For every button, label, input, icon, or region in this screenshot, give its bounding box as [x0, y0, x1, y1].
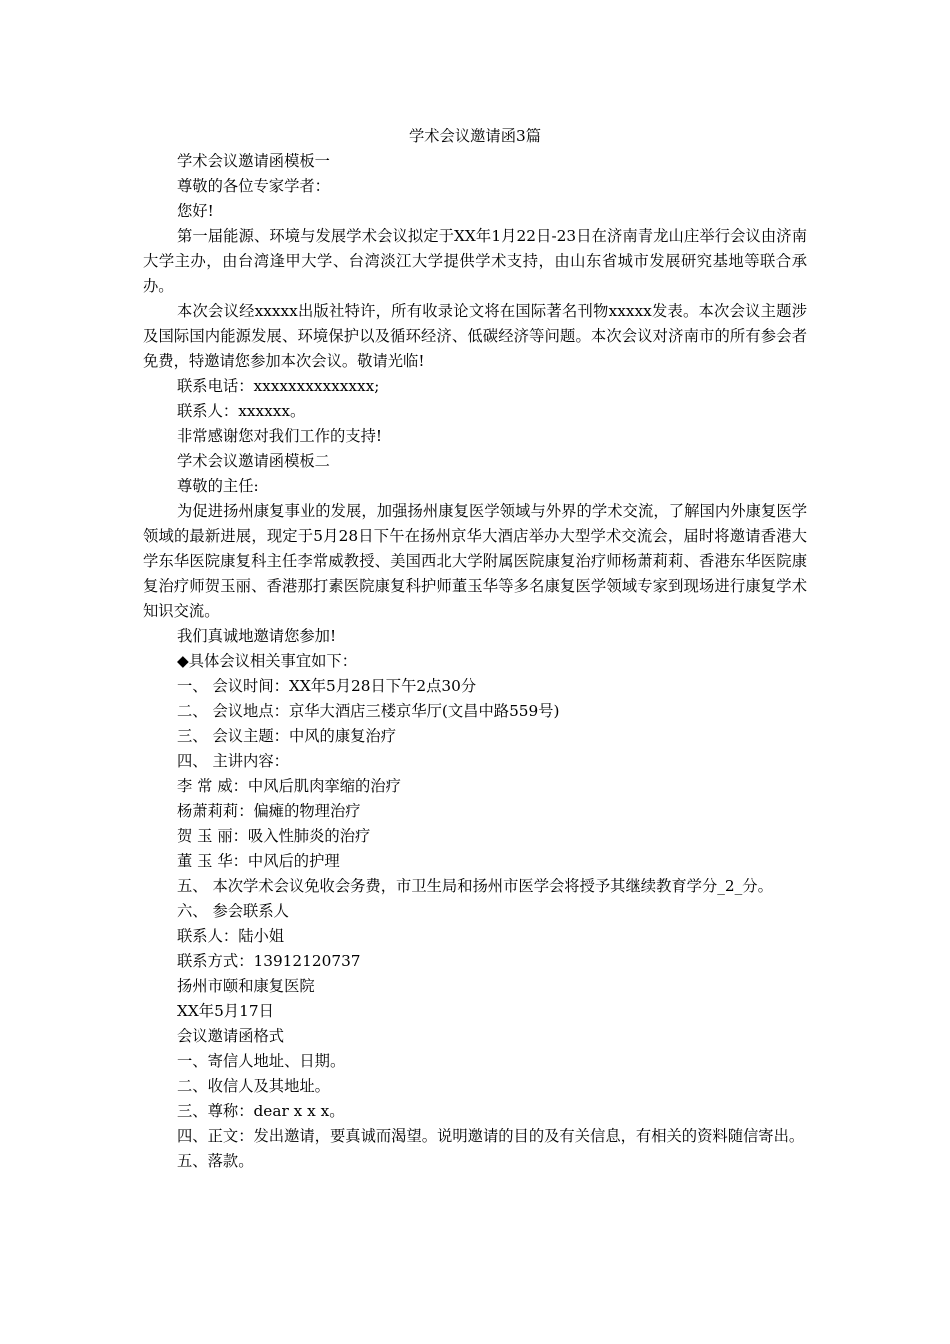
format-item-recipient: 二、收信人及其地址。	[177, 1077, 330, 1095]
document-body	[143, 124, 807, 1174]
contact-phone: 联系电话：xxxxxxxxxxxxxx;	[177, 377, 380, 395]
item-contact-heading: 六、 参会联系人	[177, 902, 289, 920]
item-time: 一、 会议时间：XX年5月28日下午2点30分	[177, 677, 477, 695]
salutation-director: 尊敬的主任:	[177, 477, 259, 495]
salutation-experts: 尊敬的各位专家学者：	[177, 177, 330, 195]
format-item-sender: 一、寄信人地址、日期。	[177, 1052, 346, 1070]
contact-person: 联系人：xxxxxx。	[177, 402, 306, 420]
format-item-salutation: 三、尊称：dear x x x。	[177, 1102, 345, 1120]
contact-name: 联系人：陆小姐	[177, 927, 285, 945]
greeting: 您好!	[177, 202, 214, 220]
item-fee-credit: 五、 本次学术会议免收会务费，市卫生局和扬州市医学会将授予其继续教育学分_2_分。	[177, 877, 773, 895]
paragraph-conference-details: 本次会议经xxxxx出版社特许，所有收录论文将在国际著名刊物xxxxx发表。本次会议主题涉及国际国内能源发展、环境保护以及循环经济、低碳经济等问题。本次会议对济南市的所有参会者免费，特邀请您参加本次会议。敬请光临!	[143, 302, 807, 370]
template-one-heading: 学术会议邀请函模板一	[177, 152, 330, 170]
format-heading: 会议邀请函格式	[177, 1027, 285, 1045]
signature-org: 扬州市颐和康复医院	[177, 977, 315, 995]
lecture-dong: 董 玉 华：中风后的护理	[177, 852, 340, 870]
paragraph-exchange-intro: 为促进扬州康复事业的发展，加强扬州康复医学领域与外界的学术交流，了解国内外康复医学领域的最新进展，现定于5月28日下午在扬州京华大酒店举办大型学术交流会，届时将邀请香港大学东华医院康复科主任李常威教授、美国西北大学附属医院康复治疗师杨萧莉莉、香港东华医院康复治疗师贺玉丽、香港那打素医院康复科护师董玉华等多名康复医学领域专家到现场进行康复学术知识交流。	[143, 502, 807, 620]
thanks-line: 非常感谢您对我们工作的支持!	[177, 427, 383, 445]
lecture-li: 李 常 威：中风后肌肉挛缩的治疗	[177, 777, 401, 795]
signature-date: XX年5月17日	[177, 1002, 274, 1020]
document-title: 学术会议邀请函3篇	[408, 127, 542, 145]
item-theme: 三、 会议主题：中风的康复治疗	[177, 727, 397, 745]
lecture-yang: 杨萧莉莉：偏瘫的物理治疗	[177, 802, 361, 820]
format-item-body: 四、正文：发出邀请，要真诚而渴望。说明邀请的目的及有关信息，有相关的资料随信寄出。	[177, 1127, 805, 1145]
lecture-he: 贺 玉 丽：吸入性肺炎的治疗	[177, 827, 371, 845]
paragraph-conference-intro: 第一届能源、环境与发展学术会议拟定于XX年1月22日-23日在济南青龙山庄举行会议由济南大学主办，由台湾逢甲大学、台湾淡江大学提供学术支持，由山东省城市发展研究基地等联合承办。	[143, 227, 807, 295]
details-heading: ◆具体会议相关事宜如下：	[177, 652, 358, 670]
item-lectures: 四、 主讲内容：	[177, 752, 289, 770]
item-location: 二、 会议地点：京华大酒店三楼京华厅(文昌中路559号)	[177, 702, 560, 720]
template-two-heading: 学术会议邀请函模板二	[177, 452, 330, 470]
format-item-signature: 五、落款。	[177, 1152, 254, 1170]
invitation-line: 我们真诚地邀请您参加!	[177, 627, 337, 645]
contact-number: 联系方式：13912120737	[177, 952, 361, 970]
